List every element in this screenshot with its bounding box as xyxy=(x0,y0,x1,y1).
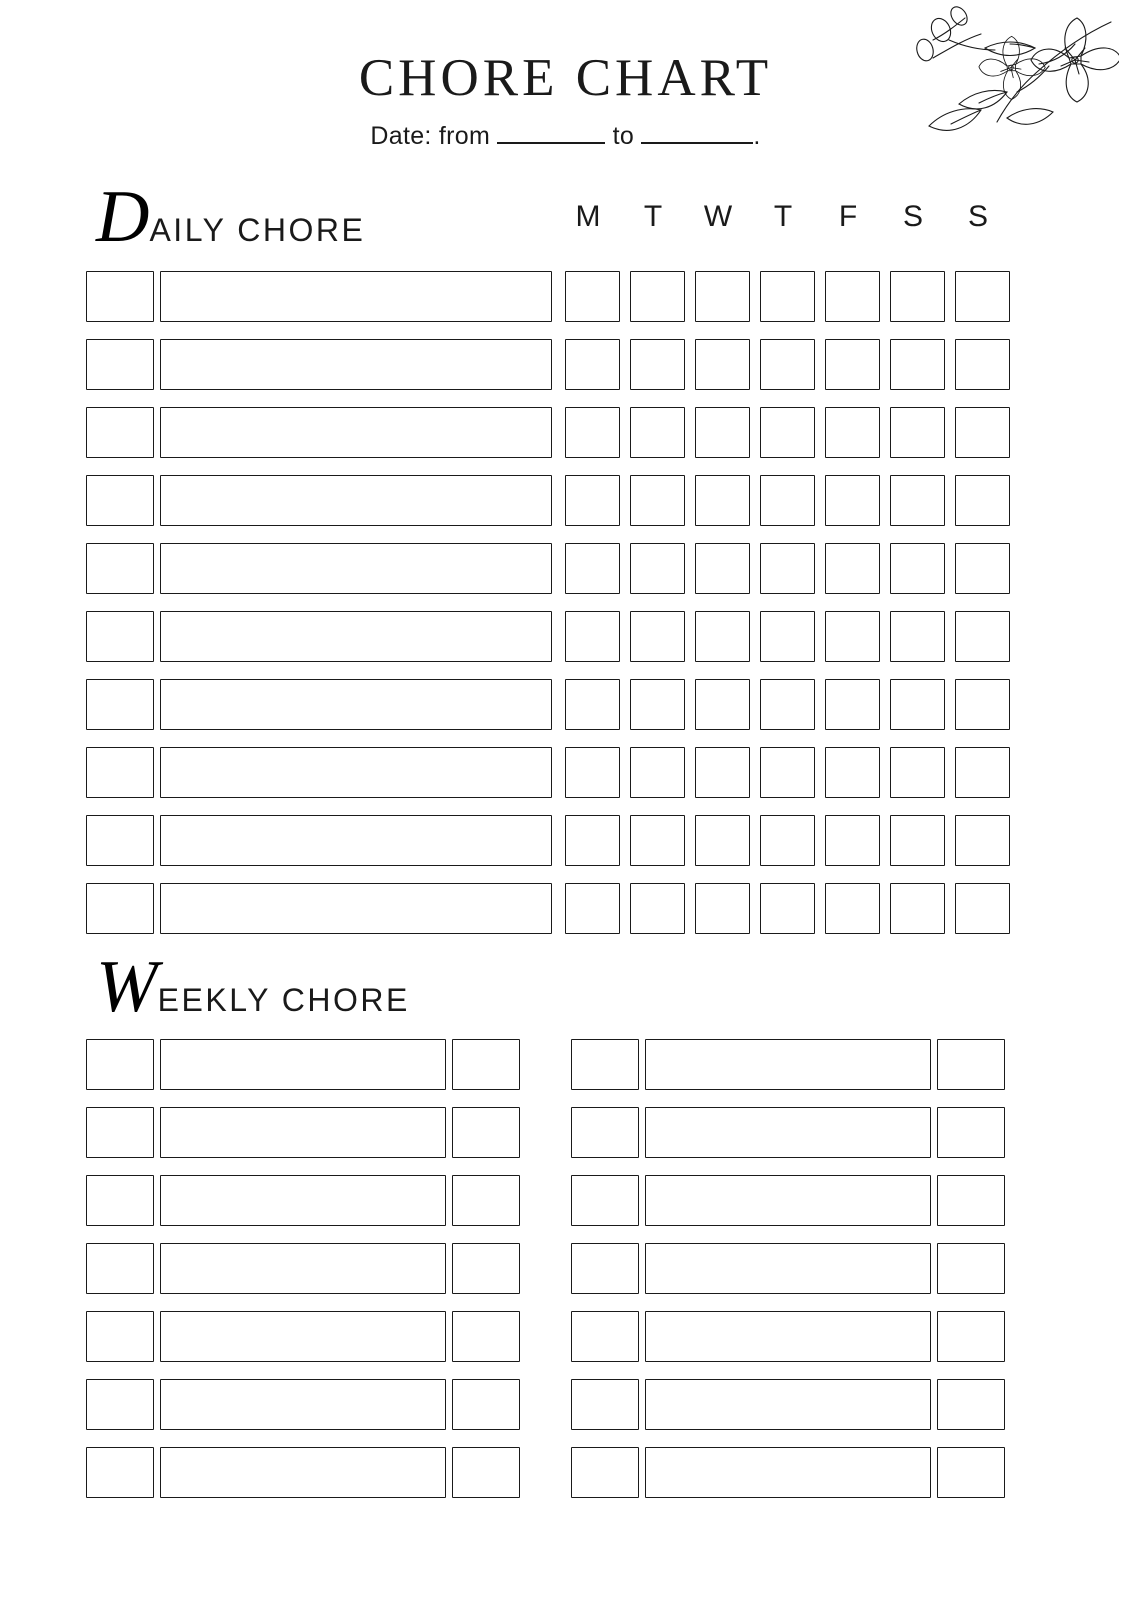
daily-day-cell[interactable] xyxy=(695,611,750,662)
date-end-punct: . xyxy=(753,122,761,150)
daily-day-cell[interactable] xyxy=(955,543,1010,594)
weekly-row-done-cell[interactable] xyxy=(937,1039,1005,1090)
daily-day-cell[interactable] xyxy=(630,271,685,322)
daily-chore-row xyxy=(86,602,1011,670)
weekly-task-field[interactable] xyxy=(645,1447,931,1498)
daily-day-cell[interactable] xyxy=(890,883,945,934)
page-title: CHORE CHART xyxy=(358,49,773,107)
daily-day-cell[interactable] xyxy=(565,475,620,526)
weekly-row-checkbox[interactable] xyxy=(86,1379,154,1430)
daily-day-cell[interactable] xyxy=(565,407,620,458)
daily-day-cell[interactable] xyxy=(565,339,620,390)
day-label-wednesday: W xyxy=(703,200,734,233)
weekly-row-done-cell[interactable] xyxy=(452,1039,520,1090)
daily-row-checkbox[interactable] xyxy=(86,611,154,662)
daily-day-cell[interactable] xyxy=(565,543,620,594)
daily-row-checkbox[interactable] xyxy=(86,407,154,458)
day-label-monday: M xyxy=(575,200,602,233)
daily-day-cell[interactable] xyxy=(955,407,1010,458)
weekly-chore-row xyxy=(86,1438,526,1506)
daily-day-cell[interactable] xyxy=(890,271,945,322)
weekly-row-done-cell[interactable] xyxy=(452,1243,520,1294)
daily-day-cell[interactable] xyxy=(955,271,1010,322)
daily-chore-row xyxy=(86,466,1011,534)
weekly-task-field[interactable] xyxy=(645,1311,931,1362)
daily-day-cell[interactable] xyxy=(760,883,815,934)
weekly-chore-heading xyxy=(96,946,410,1028)
daily-row-checkbox[interactable] xyxy=(86,543,154,594)
date-from-blank[interactable] xyxy=(497,125,605,144)
daily-day-cell[interactable] xyxy=(825,543,880,594)
weekly-row-done-cell[interactable] xyxy=(937,1243,1005,1294)
weekly-task-field[interactable] xyxy=(160,1447,446,1498)
daily-day-cell[interactable] xyxy=(890,611,945,662)
daily-row-checkbox[interactable] xyxy=(86,747,154,798)
day-label-saturday: S xyxy=(902,200,924,233)
daily-day-cell[interactable] xyxy=(955,611,1010,662)
weekly-row-done-cell[interactable] xyxy=(452,1311,520,1362)
daily-day-cell[interactable] xyxy=(695,271,750,322)
daily-chore-row xyxy=(86,874,1011,942)
daily-day-cells xyxy=(565,339,1010,390)
daily-day-cell[interactable] xyxy=(695,679,750,730)
weekly-task-field[interactable] xyxy=(160,1039,446,1090)
daily-day-cell[interactable] xyxy=(630,339,685,390)
daily-chore-heading xyxy=(96,176,366,258)
weekly-chore-row xyxy=(571,1370,1011,1438)
weekly-row-checkbox[interactable] xyxy=(571,1379,639,1430)
daily-day-cell[interactable] xyxy=(630,815,685,866)
weekly-task-field[interactable] xyxy=(160,1379,446,1430)
daily-day-cell[interactable] xyxy=(825,883,880,934)
weekly-row-done-cell[interactable] xyxy=(452,1175,520,1226)
daily-row-checkbox[interactable] xyxy=(86,679,154,730)
weekly-task-field[interactable] xyxy=(160,1243,446,1294)
daily-day-cell[interactable] xyxy=(825,611,880,662)
daily-chore-row xyxy=(86,670,1011,738)
weekly-row-checkbox[interactable] xyxy=(571,1447,639,1498)
weekly-chore-row xyxy=(571,1166,1011,1234)
daily-day-cell[interactable] xyxy=(630,747,685,798)
daily-day-cell[interactable] xyxy=(760,815,815,866)
weekly-row-done-cell[interactable] xyxy=(937,1107,1005,1158)
weekly-chore-row xyxy=(86,1030,526,1098)
daily-day-cell[interactable] xyxy=(760,543,815,594)
daily-chore-row xyxy=(86,262,1011,330)
daily-task-field[interactable] xyxy=(160,475,552,526)
weekly-row-done-cell[interactable] xyxy=(452,1447,520,1498)
daily-day-cells xyxy=(565,543,1010,594)
daily-chore-row xyxy=(86,806,1011,874)
weekly-chore-row xyxy=(86,1234,526,1302)
daily-task-field[interactable] xyxy=(160,611,552,662)
daily-row-checkbox[interactable] xyxy=(86,883,154,934)
daily-day-cell[interactable] xyxy=(630,543,685,594)
weekly-heading-text: EEKLY CHORE xyxy=(157,982,410,1018)
daily-task-field[interactable] xyxy=(160,883,552,934)
weekly-row-checkbox[interactable] xyxy=(571,1175,639,1226)
daily-day-cells xyxy=(565,815,1010,866)
daily-day-cell[interactable] xyxy=(955,339,1010,390)
weekly-chore-table-left xyxy=(86,1030,526,1506)
daily-day-cell[interactable] xyxy=(565,611,620,662)
weekly-heading-initial: W xyxy=(96,946,158,1028)
daily-day-cells xyxy=(565,679,1010,730)
weekly-task-field[interactable] xyxy=(645,1107,931,1158)
weekly-row-checkbox[interactable] xyxy=(571,1311,639,1362)
daily-day-cells xyxy=(565,475,1010,526)
weekly-row-done-cell[interactable] xyxy=(937,1175,1005,1226)
daily-chore-row xyxy=(86,534,1011,602)
weekly-row-done-cell[interactable] xyxy=(452,1379,520,1430)
daily-day-cells xyxy=(565,271,1010,322)
daily-day-cell[interactable] xyxy=(565,271,620,322)
daily-chore-row xyxy=(86,398,1011,466)
daily-day-cell[interactable] xyxy=(760,475,815,526)
daily-day-cell[interactable] xyxy=(825,475,880,526)
daily-day-cell[interactable] xyxy=(760,407,815,458)
daily-day-cell[interactable] xyxy=(955,475,1010,526)
daily-day-cell[interactable] xyxy=(630,475,685,526)
daily-task-field[interactable] xyxy=(160,747,552,798)
weekly-row-done-cell[interactable] xyxy=(937,1379,1005,1430)
weekly-row-checkbox[interactable] xyxy=(86,1175,154,1226)
weekly-chore-row xyxy=(86,1302,526,1370)
weekly-chore-tables xyxy=(86,1030,1011,1506)
daily-day-cells xyxy=(565,611,1010,662)
weekly-task-field[interactable] xyxy=(645,1243,931,1294)
daily-day-cell[interactable] xyxy=(825,815,880,866)
daily-day-cell[interactable] xyxy=(890,407,945,458)
daily-row-checkbox[interactable] xyxy=(86,339,154,390)
daily-day-cell[interactable] xyxy=(695,815,750,866)
weekly-chore-row xyxy=(571,1438,1011,1506)
daily-task-field[interactable] xyxy=(160,679,552,730)
daily-day-cell[interactable] xyxy=(630,883,685,934)
daily-day-cell[interactable] xyxy=(760,339,815,390)
daily-day-cell[interactable] xyxy=(890,339,945,390)
daily-day-cell[interactable] xyxy=(825,679,880,730)
weekly-chore-row xyxy=(86,1098,526,1166)
daily-day-cell[interactable] xyxy=(825,407,880,458)
daily-chore-table xyxy=(86,262,1011,942)
daily-day-cell[interactable] xyxy=(630,611,685,662)
daily-day-cell[interactable] xyxy=(760,271,815,322)
daily-task-field[interactable] xyxy=(160,271,552,322)
daily-day-cell[interactable] xyxy=(890,815,945,866)
weekly-chore-row xyxy=(86,1166,526,1234)
weekly-chore-row xyxy=(86,1370,526,1438)
daily-day-cell[interactable] xyxy=(825,271,880,322)
daily-row-checkbox[interactable] xyxy=(86,271,154,322)
date-from-label: Date: from xyxy=(370,122,491,150)
daily-day-cell[interactable] xyxy=(630,407,685,458)
daily-day-cell[interactable] xyxy=(565,883,620,934)
weekly-task-field[interactable] xyxy=(645,1039,931,1090)
daily-row-checkbox[interactable] xyxy=(86,475,154,526)
daily-row-checkbox[interactable] xyxy=(86,815,154,866)
daily-day-cell[interactable] xyxy=(760,679,815,730)
weekly-row-checkbox[interactable] xyxy=(86,1039,154,1090)
daily-task-field[interactable] xyxy=(160,543,552,594)
weekly-row-done-cell[interactable] xyxy=(452,1107,520,1158)
daily-day-cell[interactable] xyxy=(760,747,815,798)
daily-day-cell[interactable] xyxy=(890,543,945,594)
weekly-chore-row xyxy=(571,1234,1011,1302)
weekly-task-field[interactable] xyxy=(645,1175,931,1226)
weekly-chore-row xyxy=(571,1302,1011,1370)
daily-chore-row xyxy=(86,738,1011,806)
daily-task-field[interactable] xyxy=(160,407,552,458)
daily-day-cells xyxy=(565,407,1010,458)
daily-day-cell[interactable] xyxy=(825,747,880,798)
weekly-chore-table-right xyxy=(571,1030,1011,1506)
day-label-thursday: T xyxy=(773,200,794,233)
weekly-row-checkbox[interactable] xyxy=(86,1243,154,1294)
daily-day-cell[interactable] xyxy=(760,611,815,662)
daily-chore-row xyxy=(86,330,1011,398)
weekly-row-done-cell[interactable] xyxy=(937,1311,1005,1362)
daily-day-cell[interactable] xyxy=(695,883,750,934)
weekly-chore-row xyxy=(571,1030,1011,1098)
daily-day-cells xyxy=(565,883,1010,934)
daily-day-cell[interactable] xyxy=(565,679,620,730)
weekly-task-field[interactable] xyxy=(160,1311,446,1362)
daily-day-cell[interactable] xyxy=(695,407,750,458)
daily-heading-text: AILY CHORE xyxy=(149,212,366,248)
weekly-row-checkbox[interactable] xyxy=(571,1107,639,1158)
day-of-week-header xyxy=(556,200,1011,234)
day-label-tuesday: T xyxy=(643,200,664,233)
daily-day-cell[interactable] xyxy=(695,747,750,798)
weekly-task-field[interactable] xyxy=(160,1107,446,1158)
weekly-row-checkbox[interactable] xyxy=(571,1243,639,1294)
daily-day-cell[interactable] xyxy=(890,475,945,526)
daily-day-cell[interactable] xyxy=(695,543,750,594)
weekly-row-checkbox[interactable] xyxy=(86,1107,154,1158)
daily-day-cell[interactable] xyxy=(890,679,945,730)
date-to-label: to xyxy=(612,122,635,150)
daily-day-cell[interactable] xyxy=(565,815,620,866)
date-to-blank[interactable] xyxy=(641,125,753,144)
weekly-row-checkbox[interactable] xyxy=(571,1039,639,1090)
daily-day-cell[interactable] xyxy=(825,339,880,390)
daily-day-cell[interactable] xyxy=(955,679,1010,730)
cherry-blossom-branch-icon xyxy=(889,0,1119,165)
weekly-row-checkbox[interactable] xyxy=(86,1311,154,1362)
weekly-row-checkbox[interactable] xyxy=(86,1447,154,1498)
day-label-sunday: S xyxy=(967,200,989,233)
weekly-row-done-cell[interactable] xyxy=(937,1447,1005,1498)
daily-day-cell[interactable] xyxy=(890,747,945,798)
daily-day-cell[interactable] xyxy=(630,679,685,730)
weekly-task-field[interactable] xyxy=(645,1379,931,1430)
daily-day-cell[interactable] xyxy=(955,883,1010,934)
daily-task-field[interactable] xyxy=(160,339,552,390)
daily-day-cell[interactable] xyxy=(955,747,1010,798)
daily-day-cells xyxy=(565,747,1010,798)
weekly-task-field[interactable] xyxy=(160,1175,446,1226)
daily-day-cell[interactable] xyxy=(695,339,750,390)
daily-day-cell[interactable] xyxy=(565,747,620,798)
daily-task-field[interactable] xyxy=(160,815,552,866)
weekly-chore-row xyxy=(571,1098,1011,1166)
daily-day-cell[interactable] xyxy=(695,475,750,526)
daily-heading-initial: D xyxy=(96,176,150,258)
day-label-friday: F xyxy=(838,200,859,233)
daily-day-cell[interactable] xyxy=(955,815,1010,866)
